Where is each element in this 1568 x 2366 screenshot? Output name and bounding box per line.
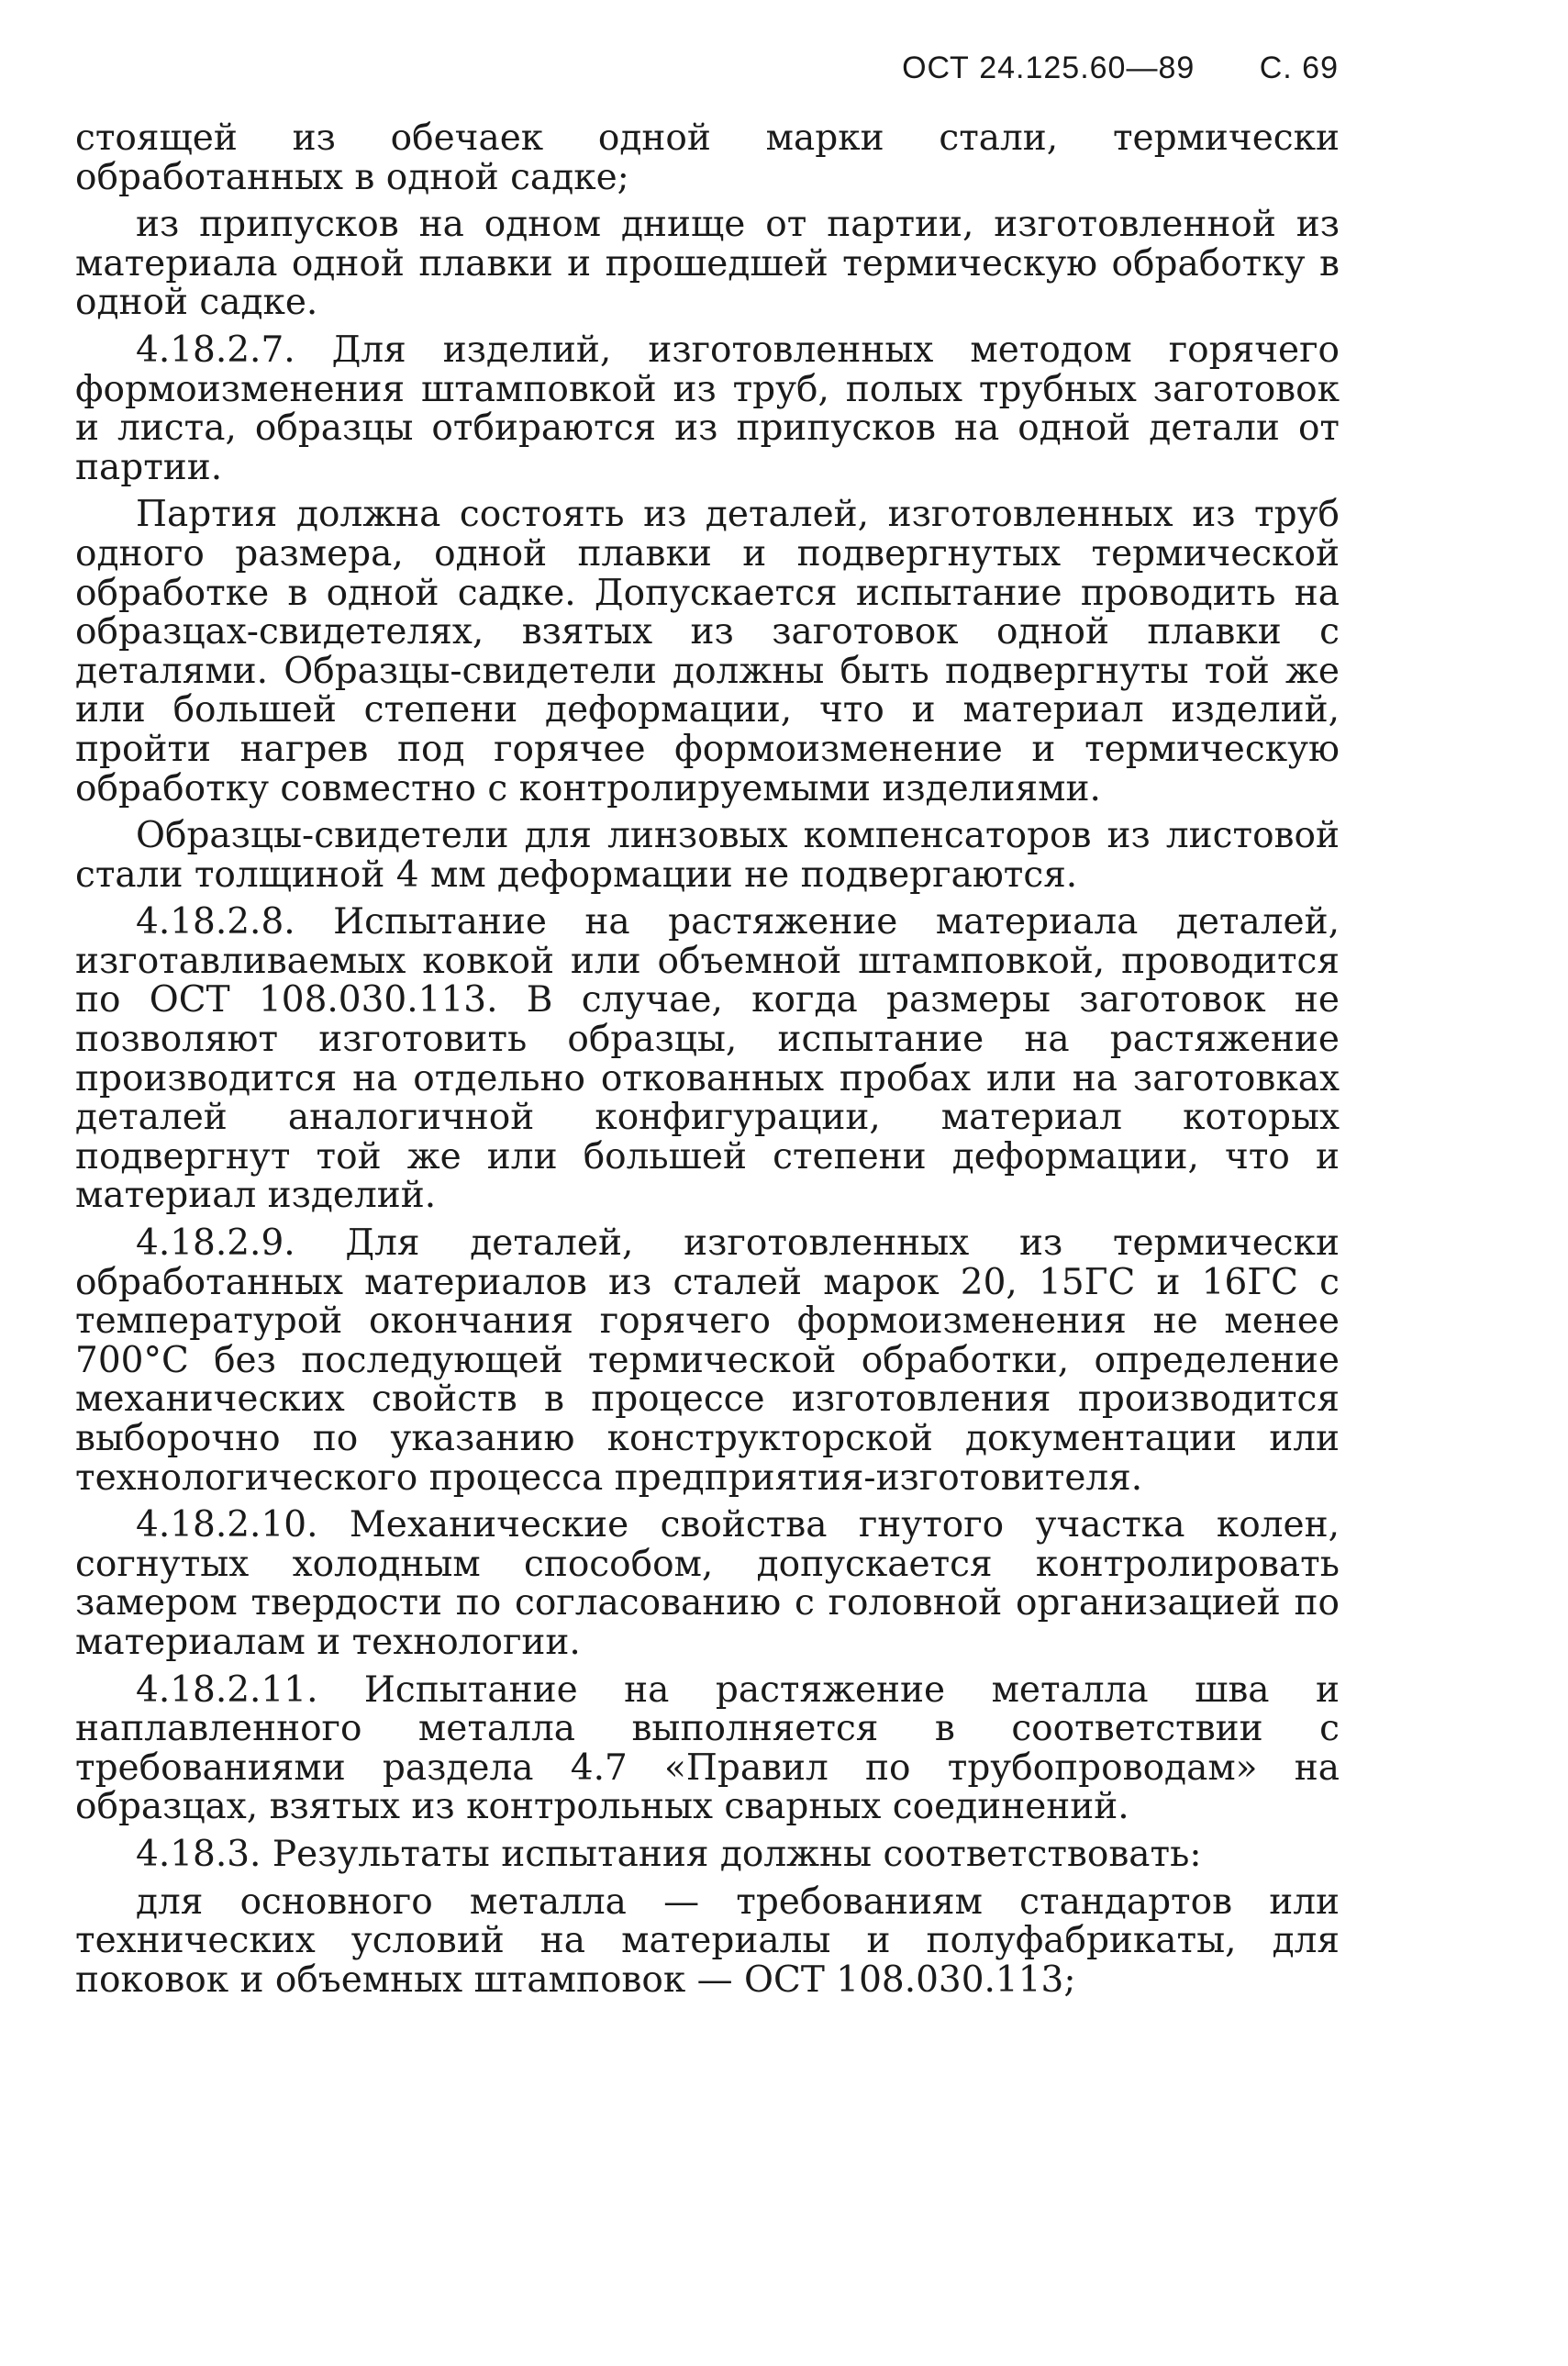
paragraph-4-18-3: 4.18.3. Результаты испытания должны соответствовать: <box>136 1833 1202 1875</box>
page-number: С. 69 <box>1259 50 1339 85</box>
paragraph-4-18-2-7: 4.18.2.7. Для изделий, изготовленных методом горячего формоизменения штамповкой из труб, полых трубных заготовок и листа, образцы отбираются из припусков на одной детали от партии. <box>75 329 1340 488</box>
page-header <box>902 50 1339 86</box>
paragraph: Партия должна состоять из деталей, изготовленных из труб одного размера, одной плавки и подвергнутых термической обработке в одной садке. Допускается испытание проводить на образцах-свидетелях, взятых из заготовок одной плавки с деталями. Образцы-свидетели должны быть подвергнуты той же или большей степени деформации, что и материал изделий, пройти нагрев под горячее формоизменение и термическую обработку совместно с контролируемыми изделиями. <box>75 494 1340 809</box>
standard-number: ОСТ 24.125.60—89 <box>902 50 1195 85</box>
paragraph-4-18-2-8: 4.18.2.8. Испытание на растяжение материала деталей, изготавливаемых ковкой или объемной штамповкой, проводится по ОСТ 108.030.113. В случае, когда размеры заготовок не позволяют изготовить образцы, испытание на растяжение производится на отдельно откованных пробах или на заготовках деталей аналогичной конфигурации, материал которых подвергнут той же или большей степени деформации, что и материал изделий. <box>75 901 1340 1217</box>
paragraph-continuation: стоящей из обечаек одной марки стали, термически обработанных в одной садке; <box>75 117 1340 198</box>
paragraph-4-18-2-9: 4.18.2.9. Для деталей, изготовленных из термически обработанных материалов из сталей марок 20, 15ГС и 16ГС с температурой окончания горячего формоизменения не менее 700°С без последующей термической обработки, определение механических свойств в процессе изготовления производится выборочно по указанию конструкторской документации или технологического процесса предприятия-изготовителя. <box>75 1222 1340 1499</box>
paragraph: для основного металла — требованиям стандартов или технических условий на материалы и полуфабрикаты, для поковок и объемных штамповок — ОСТ 108.030.113; <box>75 1881 1340 2001</box>
paragraph-4-18-2-10: 4.18.2.10. Механические свойства гнутого участка колен, согнутых холодным способом, допускается контролировать замером твердости по согласованию с головной организацией по материалам и технологии. <box>75 1504 1340 1663</box>
paragraph-4-18-2-11: 4.18.2.11. Испытание на растяжение металла шва и наплавленного металла выполняется в соответствии с требованиями раздела 4.7 «Правил по трубопроводам» на образцах, взятых из контрольных сварных соединений. <box>75 1668 1340 1828</box>
document-body <box>75 119 1340 2008</box>
paragraph: Образцы-свидетели для линзовых компенсаторов из листовой стали толщиной 4 мм деформации не подвергаются. <box>75 815 1340 896</box>
paragraph: из припусков на одном днище от партии, изготовленной из материала одной плавки и прошедшей термическую обработку в одной садке. <box>75 204 1340 324</box>
